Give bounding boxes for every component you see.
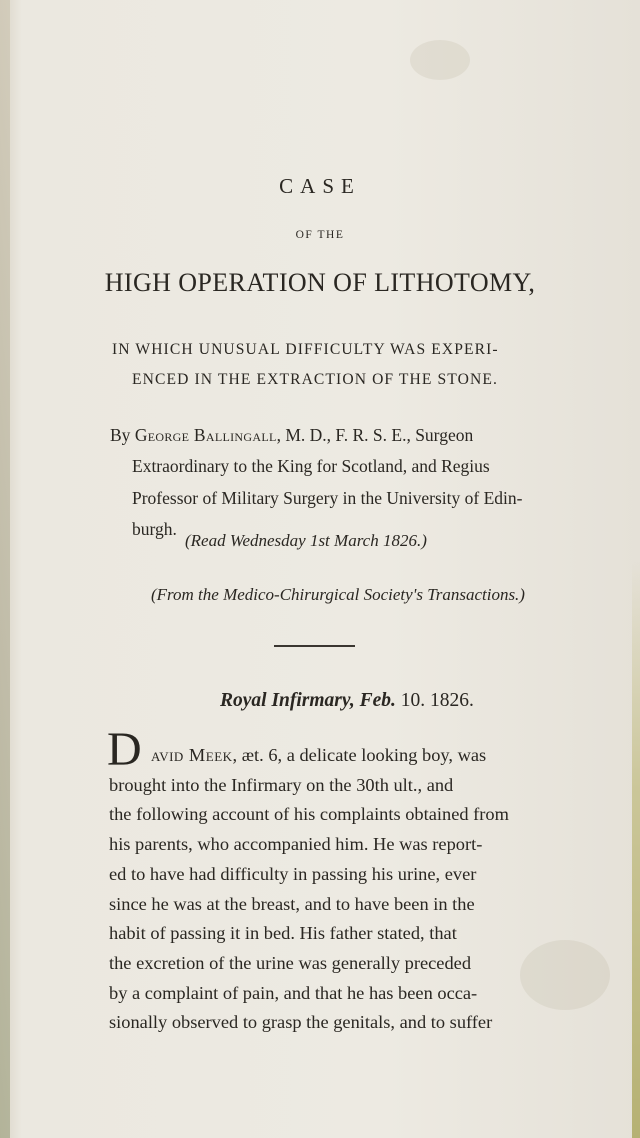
document-title: HIGH OPERATION OF LITHOTOMY, bbox=[104, 268, 536, 297]
byline-line: Extraordinary to the King for Scotland, and Regius bbox=[132, 456, 490, 476]
body-line: brought into the Infirmary on the 30th ult., and bbox=[109, 774, 454, 795]
body-line: the following account of his complaints obtained from bbox=[109, 804, 509, 825]
body-line: since he was at the breast, and to have been in the bbox=[109, 893, 475, 914]
byline-line: burgh. bbox=[132, 519, 177, 539]
subtitle-line-2: ENCED IN THE EXTRACTION OF THE STONE. bbox=[132, 371, 498, 388]
dateline bbox=[220, 690, 474, 712]
author-name: George Ballingall bbox=[134, 425, 277, 445]
section-divider bbox=[274, 645, 355, 647]
body-line bbox=[109, 741, 547, 771]
case-heading: CASE bbox=[279, 174, 361, 198]
byline-line: Professor of Military Surgery in the University of Edin- bbox=[132, 487, 523, 508]
body-line: his parents, who accompanied him. He was report- bbox=[109, 834, 483, 855]
of-the-heading: OF THE bbox=[295, 229, 345, 241]
byline-by: By bbox=[110, 425, 131, 445]
patient-name: avid Meek bbox=[151, 745, 233, 765]
body-line: sionally observed to grasp the genitals, and to suffer bbox=[109, 1012, 493, 1033]
body-paragraph bbox=[109, 741, 547, 1038]
body-line-text: , æt. 6, a delicate looking boy, was bbox=[232, 745, 487, 765]
read-note: (Read Wednesday 1st March 1826.) bbox=[185, 531, 427, 550]
body-line: ed to have had difficulty in passing his urine, ever bbox=[109, 863, 477, 884]
page-edge-shadow bbox=[0, 0, 10, 1138]
paper-stain bbox=[410, 40, 470, 80]
drop-cap: D bbox=[107, 723, 142, 776]
body-line: the excretion of the urine was generally preceded bbox=[109, 952, 472, 973]
byline-first-line bbox=[110, 420, 540, 452]
author-credentials: , M. D., F. R. S. E., Surgeon bbox=[276, 425, 474, 445]
subtitle-line-1: IN WHICH UNUSUAL DIFFICULTY WAS EXPERI- bbox=[112, 341, 499, 358]
body-line: by a complaint of pain, and that he has been occa- bbox=[109, 982, 478, 1003]
body-line: habit of passing it in bed. His father stated, that bbox=[109, 923, 457, 944]
dateline-place: Royal Infirmary, Feb. bbox=[220, 690, 396, 711]
page-edge-stain bbox=[632, 560, 640, 1138]
dateline-day: 10. 1826. bbox=[400, 690, 474, 711]
source-note: (From the Medico-Chirurgical Society's Transactions.) bbox=[151, 585, 525, 604]
